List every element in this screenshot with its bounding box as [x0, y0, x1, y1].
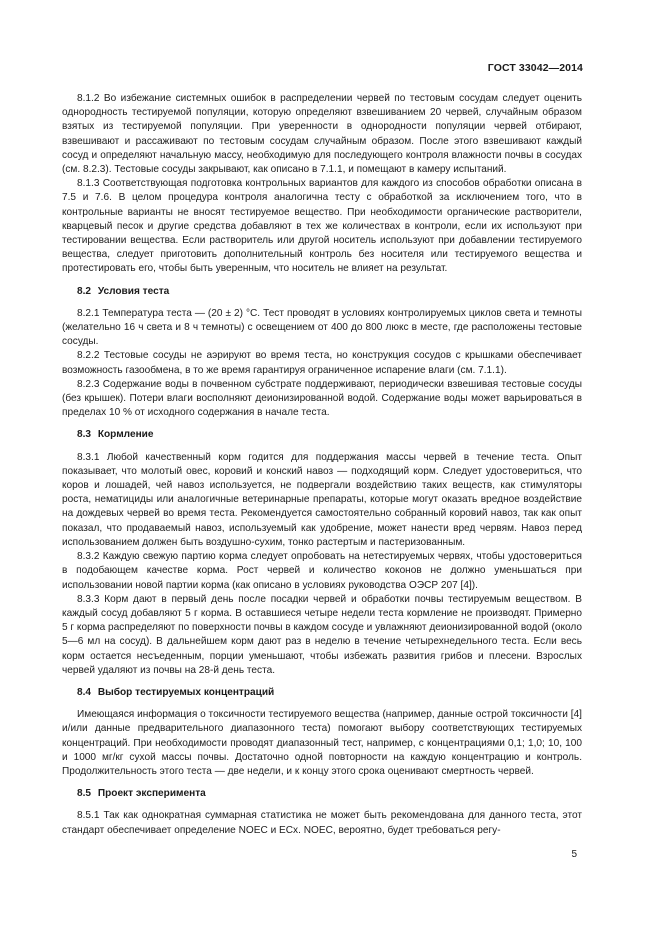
section-number: 8.3 — [77, 429, 92, 441]
paragraph-8-3-1: 8.3.1 Любой качественный корм годится для поддержания массы червей в течение теста. Опыт показывает, что молотый овес, коровий и конский навоз — подходящий корм. Следует удостовериться, что коров и лошадей, чей навоз используется, не подвергали воздействию таких веществ, как стимуляторы роста, нематициды или аналогичные ветеринарные препараты, которые могут оказать вредное воздействие на дождевых червей во время теста. Рекомендуется самостоятельно собранный коровий навоз, так как опыт показал, что продаваемый навоз, используемый как удобрение, может нанести вред червям. Навоз перед использованием должен быть воздушно-сухим, тонко растертым и пастеризованным. — [62, 451, 582, 548]
section-title: Выбор тестируемых концентраций — [97, 686, 275, 698]
section-heading-8-2 — [62, 285, 582, 299]
paragraph-8-2-2: 8.2.2 Тестовые сосуды не аэрируют во время теста, но конструкция сосудов с крышками обеспечивает возможность газообмена, в то же время гарантируя ограниченное испарение влаги (см. 7.1.1). — [62, 350, 582, 376]
paragraph-8-1-2: 8.1.2 Во избежание системных ошибок в распределении червей по тестовым сосудам следует оценить однородность тестируемой популяции, которую определяют взвешиванием 20 червей, случайным образом взятых из тестируемой популяции. При уверенности в однородности популяции червей отбирают, взвешивают и рассаживают по тестовым сосудам случайным образом. После этого взвешивают каждый сосуд и определяют начальную массу, необходимую для последующего контроля влажности почвы в сосудах (см. 8.2.3). Тестовые сосуды закрывают, как описано в 7.1.1, и помещают в камеру испытаний. — [62, 93, 582, 176]
section-heading-8-3 — [62, 428, 582, 442]
paragraph-8-4: Имеющаяся информация о токсичности тестируемого вещества (например, данные острой токсичности [4] и/или данные предварительного диапазонного теста) помогают выбору соответствующих тестируемых концентраций. При необходимости проводят диапазонный тест, например, с концентрациями 0,1; 1,0; 10, 100 и 1000 мг/кг сухой массы почвы. Достаточно одной повторности на каждую концентрацию и контроль. Продолжительность этого теста — две недели, и к концу этого срока оценивают смертность червей. — [62, 709, 582, 777]
document-body — [62, 92, 582, 838]
paragraph-8-1-3: 8.1.3 Соответствующая подготовка контрольных вариантов для каждого из способов обработки описана в 7.5 и 7.6. В целом процедура контроля аналогична тесту с обработкой за исключением того, что в контрольные варианты не вносят тестируемое вещество. При необходимости органические растворители, кварцевый песок и другие средства добавляют в тех же количествах в контроли, если их используют при тестировании вещества. Если растворитель или другой носитель используют при добавлении тестируемого вещества, следует приготовить дополнительный контроль без носителя или тестируемого вещества и протестировать его, чтобы быть уверенным, что носитель не влияет на результат. — [62, 178, 582, 275]
section-title: Кормление — [97, 429, 154, 441]
paragraph-8-2-1: 8.2.1 Температура теста — (20 ± 2) °С. Тест проводят в условиях контролируемых циклов света и темноты (желательно 16 ч света и 8 ч темноты) с освещением от 400 до 800 люкс в месте, где расположены тестовые сосуды. — [62, 307, 582, 348]
paragraph-8-3-3: 8.3.3 Корм дают в первый день после посадки червей и обработки почвы тестируемым веществом. В каждый сосуд добавляют 5 г корма. В оставшиеся четыре недели теста кормление не производят. Примерно 5 г корма распределяют по поверхности почвы в каждом сосуде и увлажняют деионизированной водой (около 5—6 мл на сосуд). В дальнейшем корм дают раз в неделю в течение четырехнедельного теста. Если весь корм остается несъеденным, порции уменьшают, чтобы избежать развития грибов и плесени. Взрослых червей удаляют из почвы на 28-й день теста. — [62, 593, 582, 676]
section-title: Условия теста — [97, 285, 170, 297]
document-code: ГОСТ 33042—2014 — [487, 62, 583, 74]
section-number: 8.5 — [77, 788, 92, 800]
section-heading-8-5 — [62, 787, 582, 801]
section-title: Проект эксперимента — [97, 788, 206, 800]
paragraph-8-2-3: 8.2.3 Содержание воды в почвенном субстрате поддерживают, периодически взвешивая тестовые сосуды (без крышек). Потери влаги восполняют деионизированной водой. Содержание воды может варьироваться в пределах 10 % от исходного содержания в начале теста. — [62, 378, 582, 419]
paragraph-8-3-2: 8.3.2 Каждую свежую партию корма следует опробовать на нетестируемых червях, чтобы удостовериться в подобающем качестве корма. Рост червей и количество коконов не должно уменьшаться при использовании новой партии корма (как описано в условиях руководства ОЭСР 207 [4]). — [62, 551, 582, 591]
paragraph-8-5-1: 8.5.1 Так как однократная суммарная статистика не может быть рекомендована для данного теста, этот стандарт обеспечивает определение NOEC и ECx. NOEC, вероятно, будет требоваться регу- — [62, 810, 582, 836]
section-number: 8.4 — [77, 686, 92, 698]
page-number: 5 — [571, 849, 577, 860]
section-number: 8.2 — [77, 285, 92, 297]
section-heading-8-4 — [62, 686, 582, 700]
